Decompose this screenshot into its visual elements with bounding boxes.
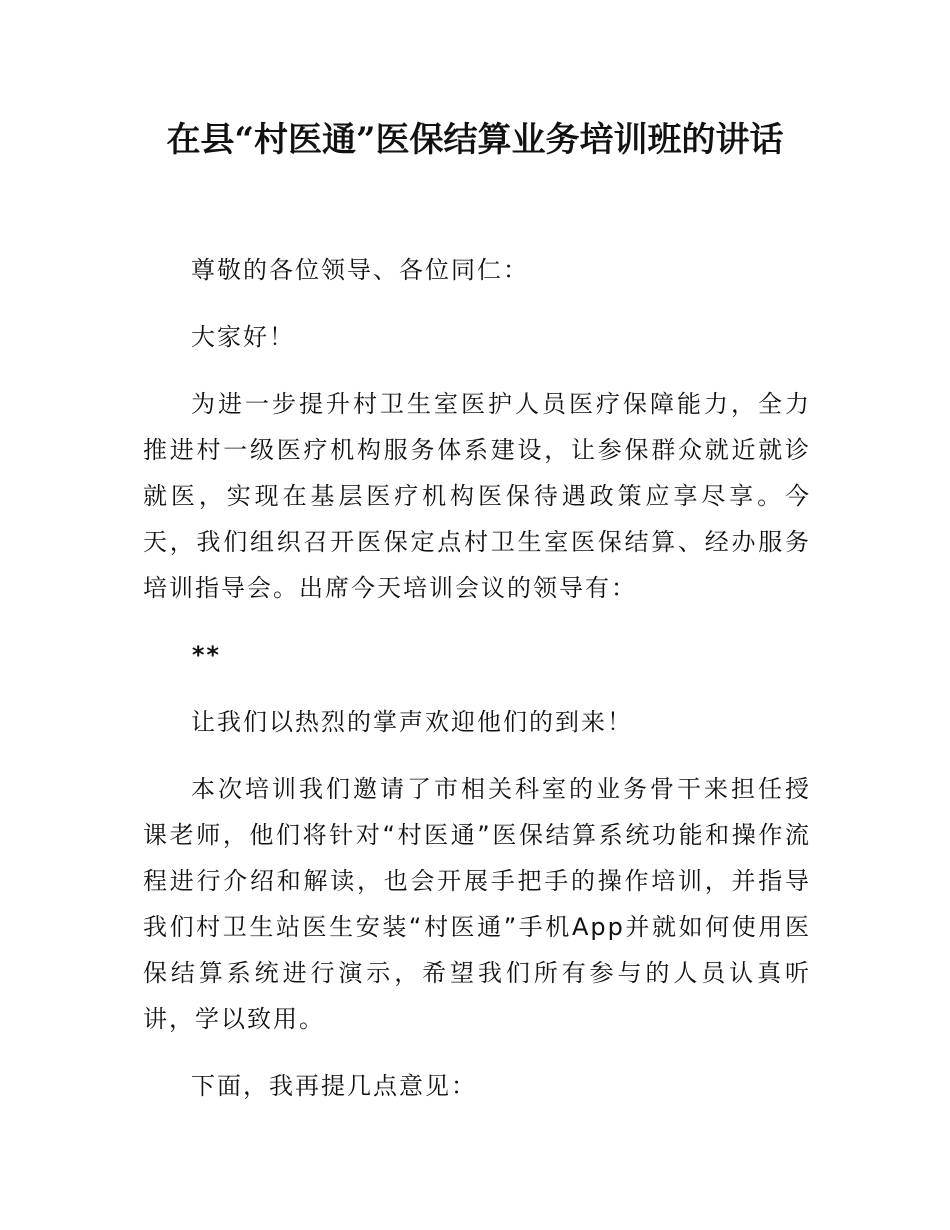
- training-paragraph: 本次培训我们邀请了市相关科室的业务骨干来担任授课老师，他们将针对“村医通”医保结算系统功能和操作流程进行介绍和解读，也会开展手把手的操作培训，并指导我们村卫生站医生安装“村医通”手机App并就如何使用医保结算系统进行演示，希望我们所有参与的人员认真听讲，学以致用。: [143, 775, 811, 1033]
- leaders-placeholder: **: [191, 641, 220, 669]
- salutation-paragraph: 尊敬的各位领导、各位同仁：: [191, 256, 529, 284]
- opinions-paragraph: 下面，我再提几点意见：: [191, 1072, 477, 1100]
- welcome-paragraph: 让我们以热烈的掌声欢迎他们的到来！: [191, 708, 633, 736]
- document-title: 在县“村医通”医保结算业务培训班的讲话: [166, 120, 784, 160]
- greeting-paragraph: 大家好！: [191, 323, 295, 351]
- intro-paragraph: 为进一步提升村卫生室医护人员医疗保障能力，全力推进村一级医疗机构服务体系建设，让参保群众就近就诊就医，实现在基层医疗机构医保待遇政策应享尽享。今天，我们组织召开医保定点村卫生室医保结算、经办服务培训指导会。出席今天培训会议的领导有：: [143, 390, 811, 602]
- document-body: [143, 247, 811, 1130]
